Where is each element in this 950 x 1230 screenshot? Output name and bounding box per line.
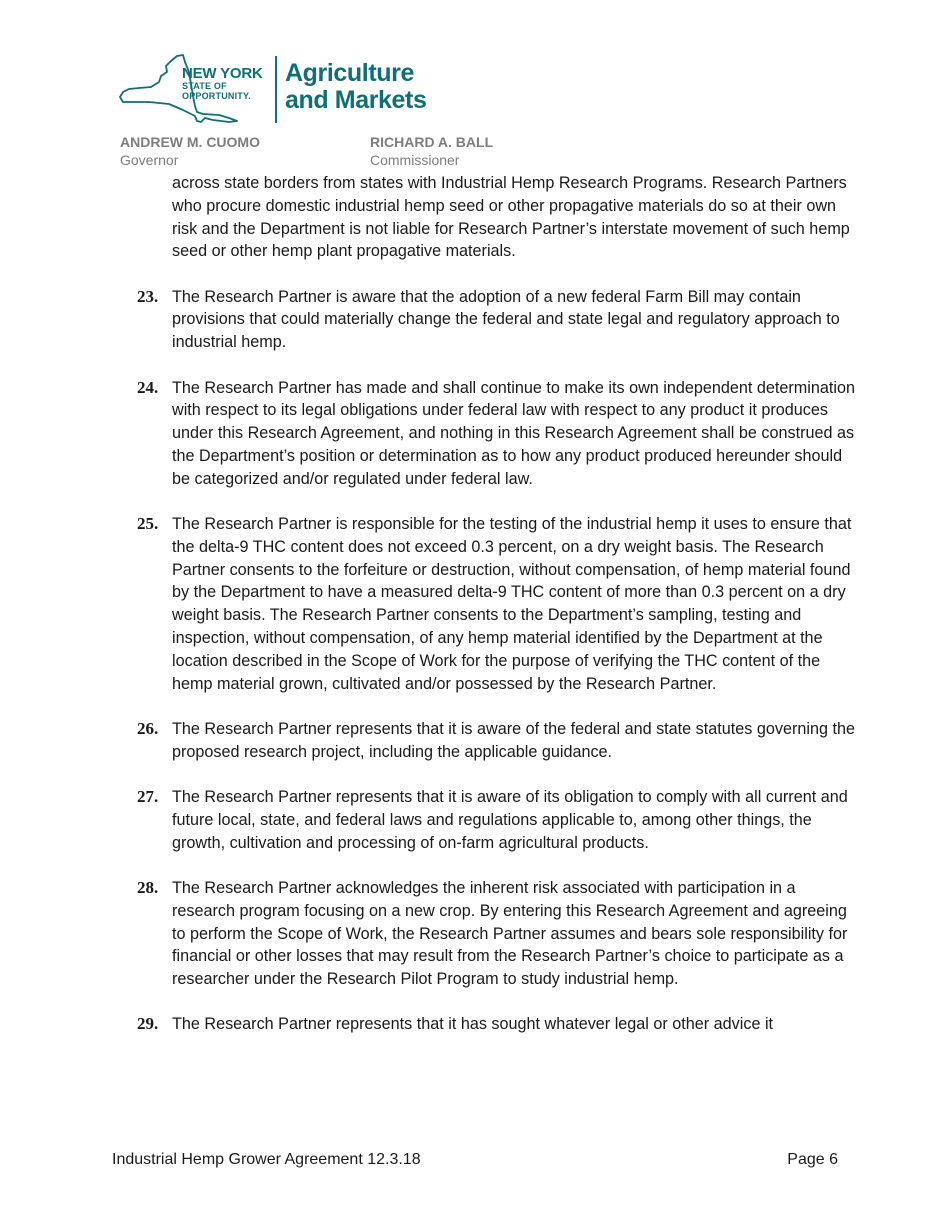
paragraph-text: The Research Partner is aware that the adoption of a new federal Farm Bill may contain provisions that could materially change the federal and state legal and regulatory approach to industrial hemp.: [172, 287, 840, 352]
paragraph-text: The Research Partner acknowledges the inherent risk associated with participation in a research program focusing on a new crop. By entering this Research Agreement and agreeing to perform the Scope of Work, the Research Partner assumes and bears sole responsibility for financial or other losses that may result from the Research Partner’s choice to participate as a researcher under the Research Pilot Program to study industrial hemp.: [172, 878, 848, 989]
governor-name: ANDREW M. CUOMO: [120, 134, 260, 150]
commissioner-block: [370, 133, 493, 169]
commissioner-name: RICHARD A. BALL: [370, 134, 494, 150]
brand-line-2: STATE OF: [182, 81, 227, 91]
paragraph-number: 27.: [137, 787, 159, 807]
paragraph-number: 26.: [137, 718, 159, 738]
paragraph-number: 23.: [137, 286, 159, 306]
list-item: [137, 786, 857, 854]
paragraph-number: 28.: [137, 877, 159, 897]
paragraph-number: 25.: [137, 514, 159, 534]
paragraph-number: 29.: [137, 1014, 159, 1034]
paragraph-number: 24.: [137, 377, 159, 397]
document-body: [137, 172, 857, 1059]
footer-document-title: Industrial Hemp Grower Agreement 12.3.18: [112, 1151, 421, 1168]
list-item: [137, 877, 857, 991]
agency-line-1: Agriculture: [285, 59, 414, 87]
footer-page-number: Page 6: [787, 1151, 838, 1168]
letterhead: [119, 52, 539, 172]
brand-divider: [275, 56, 277, 123]
list-item: [137, 286, 857, 354]
continuation-text: across state borders from states with Industrial Hemp Research Programs. Research Partners who procure domestic industrial hemp seed or other propagative materials do so at their own risk and the Department is not liable for Research Partner’s interstate movement of such hemp seed or other hemp plant propagative materials.: [172, 174, 850, 261]
paragraph-text: The Research Partner represents that it is aware of its obligation to comply with all current and future local, state, and federal laws and regulations applicable to, among other things, the growth, cultivation and processing of on-farm agricultural products.: [172, 788, 848, 852]
list-item: [137, 377, 857, 491]
commissioner-title: Commissioner: [370, 152, 460, 168]
governor-title: Governor: [120, 152, 179, 168]
brand-line-3: OPPORTUNITY.: [182, 91, 251, 101]
list-item: [137, 718, 857, 764]
paragraph-text: The Research Partner has made and shall continue to make its own independent determination with respect to its legal obligations under federal law with respect to any product it produces under this Research Agreement, and nothing in this Research Agreement shall be construed as the Department’s position or determination as to how any product produced hereunder should be categorized and/or regulated under federal law.: [172, 378, 855, 488]
ny-state-brand: [182, 66, 263, 101]
list-item: [137, 1013, 857, 1036]
list-item: [137, 513, 857, 695]
paragraph-text: The Research Partner represents that it is aware of the federal and state statutes governing the proposed research project, including the applicable guidance.: [172, 719, 855, 761]
paragraph-text: The Research Partner is responsible for the testing of the industrial hemp it uses to ensure that the delta-9 THC content does not exceed 0.3 percent, on a dry weight basis. The Research Partner consents to the forfeiture or destruction, without compensation, of hemp material found by the Department to have a measured delta-9 THC content of more than 0.3 percent on a dry weight basis. The Research Partner consents to the Department’s sampling, testing and inspection, without compensation, of any hemp material identified by the Department at the location described in the Scope of Work for the purpose of verifying the THC content of the hemp material grown, cultivated and/or possessed by the Research Partner.: [172, 515, 852, 693]
continuation-paragraph: [137, 172, 857, 263]
governor-block: [120, 133, 260, 169]
brand-line-1: NEW YORK: [182, 65, 263, 82]
agency-line-2: and Markets: [285, 86, 427, 114]
paragraph-text: The Research Partner represents that it has sought whatever legal or other advice it: [172, 1015, 774, 1034]
agency-name: [285, 60, 427, 114]
